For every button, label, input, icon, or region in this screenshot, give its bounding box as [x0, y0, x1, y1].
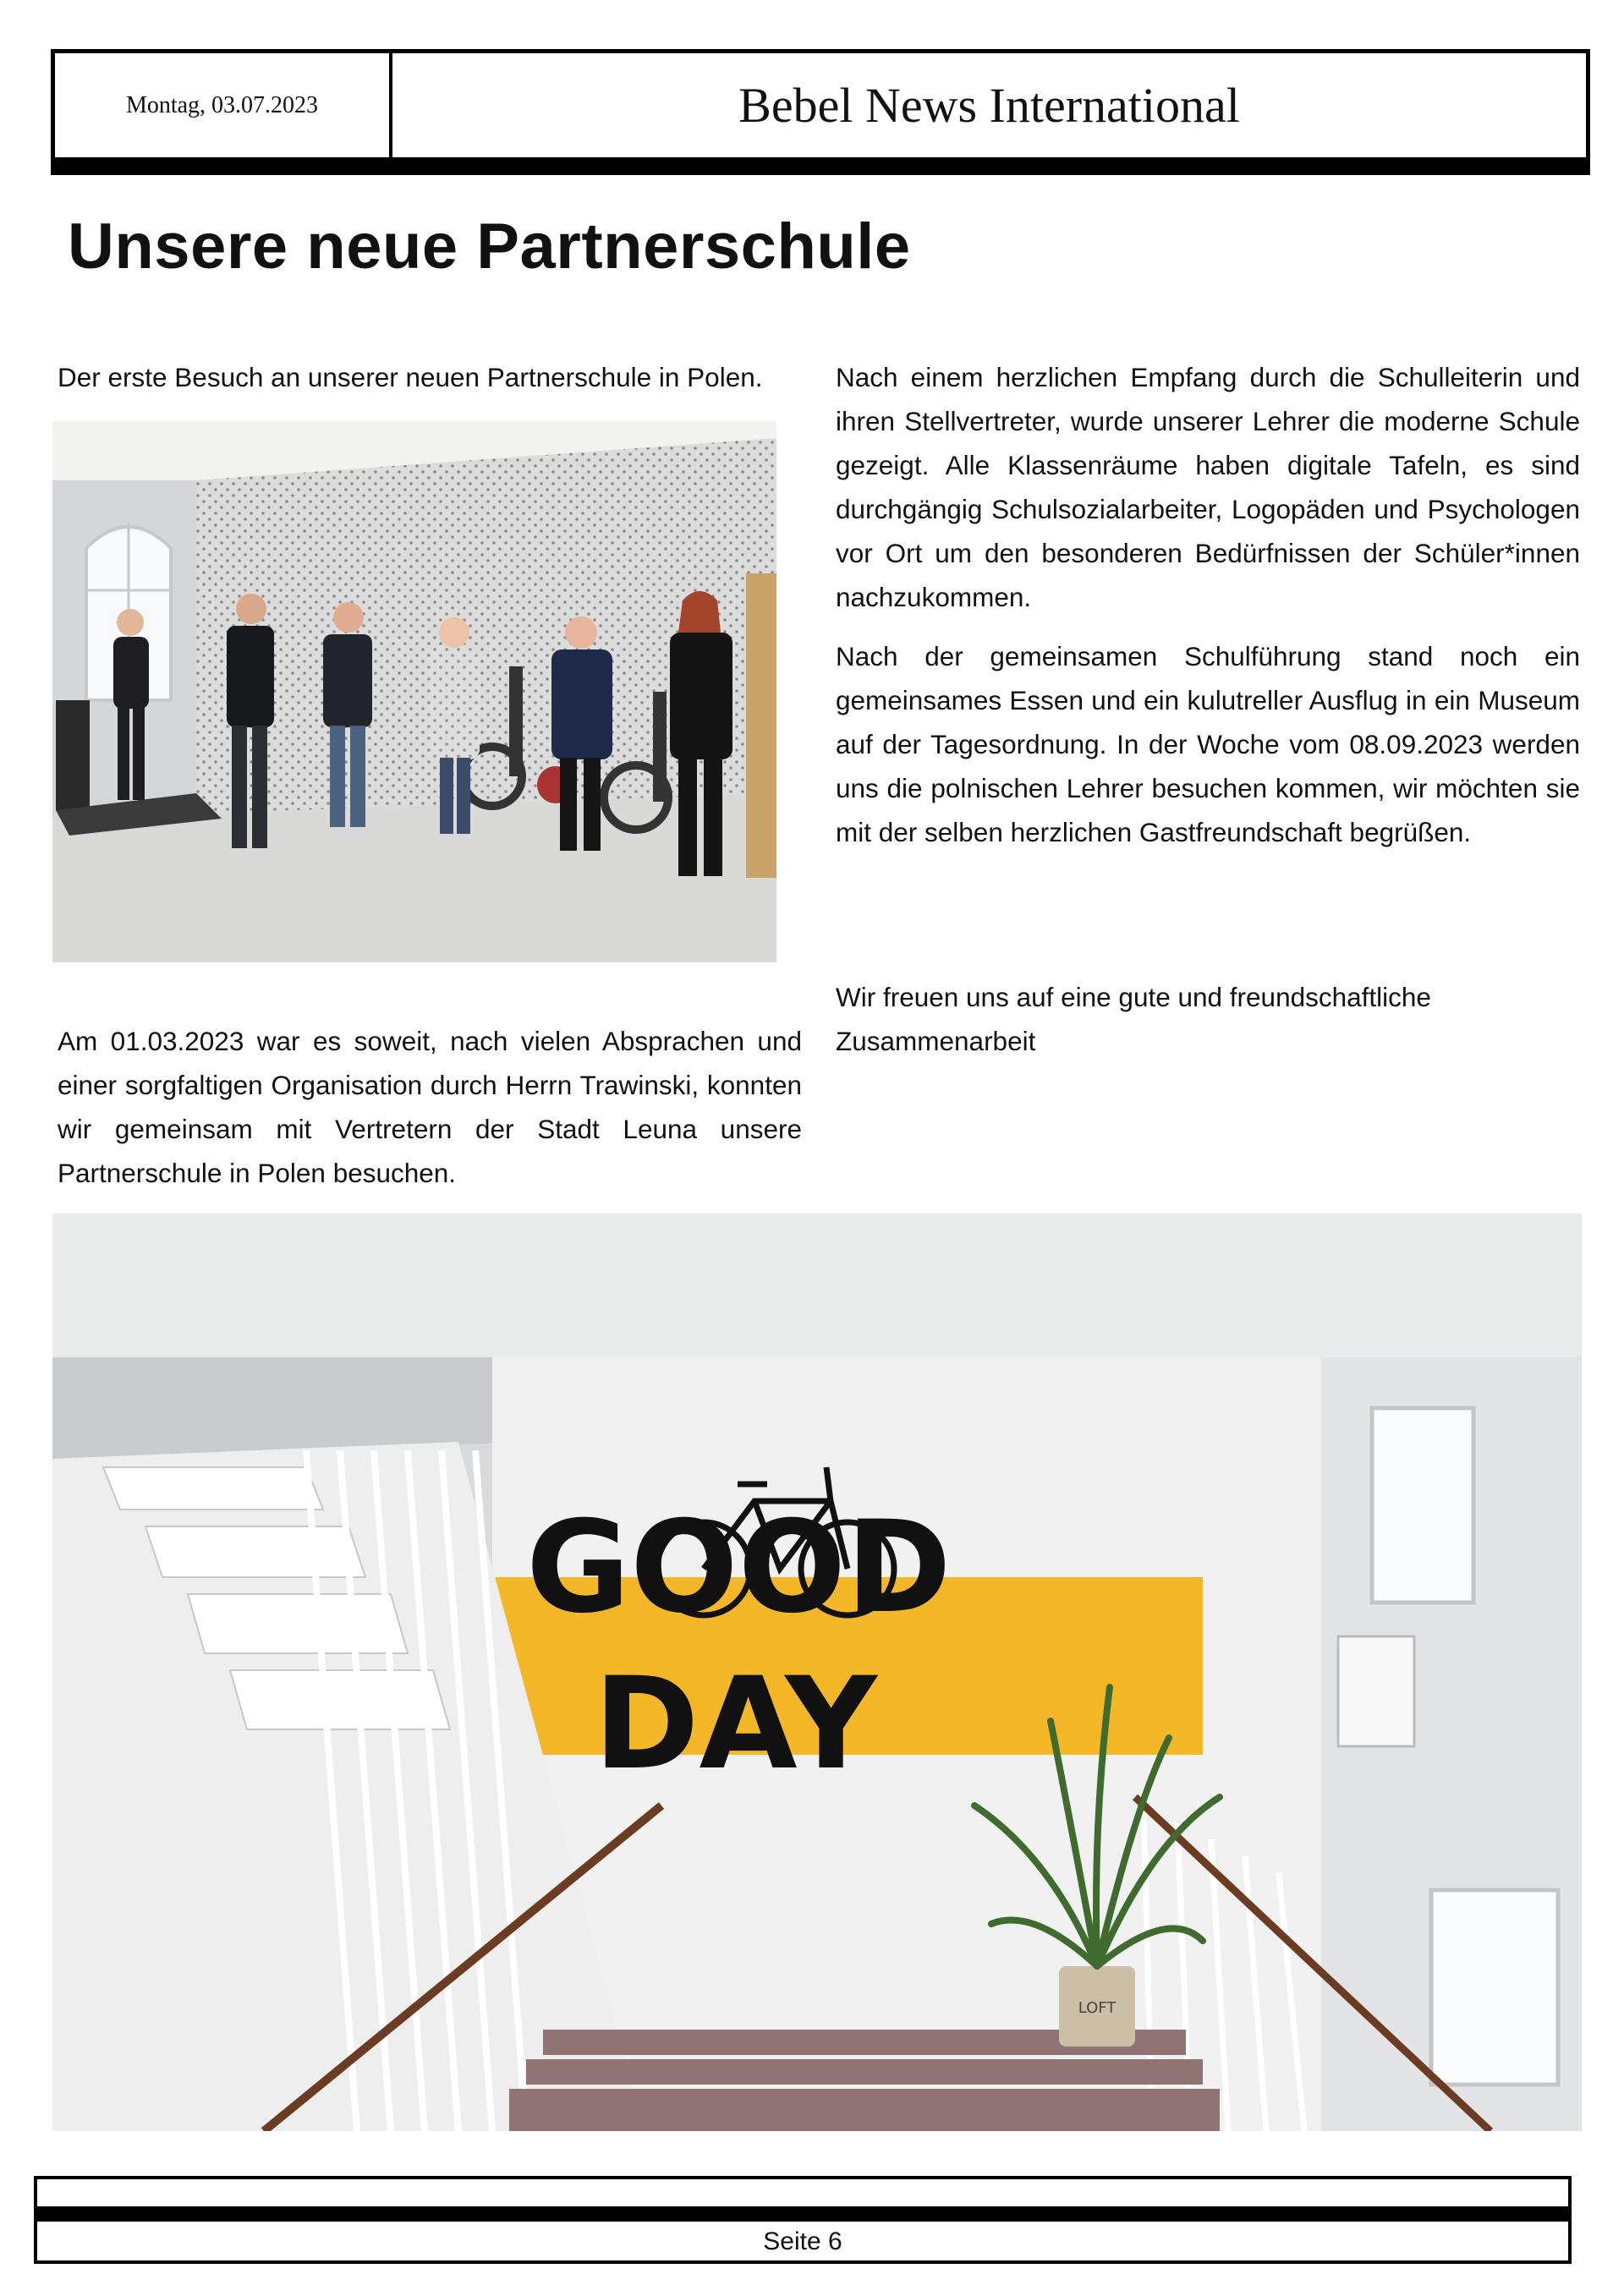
stairwell-photo-illustration [52, 1214, 1582, 2131]
left-paragraph-text: Am 01.03.2023 war es soweit, nach vielen Absprachen und einer sorgfaltigen Organisation durch Herrn Trawinski, konnten wir gemeinsam mit Vertretern der Stadt Leuna unsere Partnerschule in Polen besuchen. [58, 1026, 802, 1188]
right-paragraph-2: Nach der gemeinsamen Schulführung stand noch ein gemeinsames Essen und ein kulutreller Ausflug in ein Museum auf der Tagesordnung. In der Woche vom 08.09.2023 werden uns die polnischen Lehrer besuchen kommen, wir möchten sie mit der selben herzlichen Gastfreundschaft begrüßen. [836, 641, 1580, 847]
date-cell [55, 53, 392, 157]
issue-date: Montag, 03.07.2023 [125, 91, 319, 118]
right-column [836, 355, 1580, 869]
left-paragraph [58, 1019, 802, 1210]
masthead-rule [51, 162, 1590, 175]
right-paragraph-1: Nach einem herzlichen Empfang durch die Schulleiterin und ihren Stellvertreter, wurde unserer Lehrer die moderne Schule gezeigt. Alle Klassenräume haben digitale Tafeln, es sind durchgängig Schulsozialarbeiter, Logopäden und Psychologen vor Ort um den besonderen Bedürfnissen der Schüler*innen nachzukommen. [836, 362, 1580, 612]
caption-text: Der erste Besuch an unserer neuen Partnerschule in Polen. [58, 362, 763, 392]
masthead [51, 49, 1590, 162]
group-photo [52, 421, 776, 962]
photo-caption [58, 355, 802, 414]
page-number: Seite 6 [763, 2228, 842, 2255]
stairwell-photo [52, 1214, 1582, 2131]
article-headline: Unsere neue Partnerschule [68, 211, 911, 282]
closing-text: Wir freuen uns auf eine gute und freundschaftliche Zusammenarbeit [836, 982, 1431, 1056]
newspaper-title: Bebel News International [738, 78, 1240, 133]
footer-rule [34, 2206, 1572, 2222]
group-photo-illustration [52, 421, 776, 962]
pot-label: LOFT [1078, 1999, 1116, 2017]
sign-good: GOOD [526, 1494, 952, 1641]
sign-day: DAY [594, 1651, 877, 1798]
title-cell [392, 53, 1586, 157]
closing-paragraph [836, 975, 1580, 1078]
